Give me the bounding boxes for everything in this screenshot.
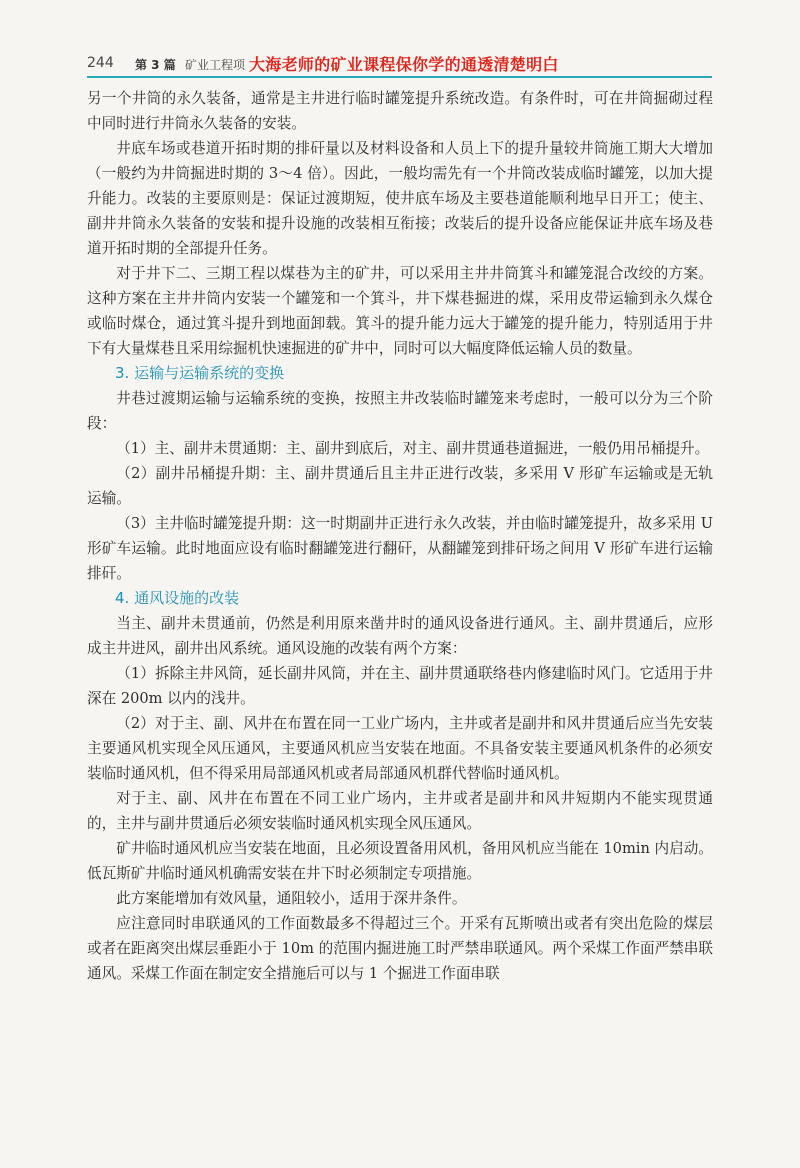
paragraph: 此方案能增加有效风量，通阻较小，适用于深井条件。 [116, 890, 467, 907]
page-number: 244 [87, 55, 114, 71]
paragraph: 井底车场或巷道开拓时期的排矸量以及材料设备和人员上下的提升量较井筒施工期大大增加（一般约为井筒掘进时期的 3～4 倍）。因此，一般均需先有一个井筒改装成临时罐笼，以加大提升能力。改装的主要原则是：保证过渡期短，使井底车场及主要巷道能顺利地早日开工；使主、副井井筒永久装备的安装和提升设施的改装相互衔接；改装后的提升设备应能保证井底车场及巷道开拓时期的全部提升任务。 [87, 140, 713, 257]
paragraph: 应注意同时串联通风的工作面数最多不得超过三个。开采有瓦斯喷出或者有突出危险的煤层或者在距离突出煤层垂距小于 10m 的范围内掘进施工时严禁串联通风。两个采煤工作面严禁串联通风。采煤工作面在制定安全措施后可以与 1 个掘进工作面串联 [87, 915, 713, 982]
paragraph: 对于主、副、风井在布置在不同工业广场内，主井或者是副井和风井短期内不能实现贯通的，主井与副井贯通后必须安装临时通风机实现全风压通风。 [87, 790, 713, 832]
body-text [87, 86, 713, 986]
paragraph: 当主、副井未贯通前，仍然是利用原来凿井时的通风设备进行通风。主、副井贯通后，应形成主井进风，副井出风系统。通风设施的改装有两个方案： [87, 615, 713, 657]
paragraph: 矿井临时通风机应当安装在地面，且必须设置备用风机，备用风机应当能在 10min 内启动。低瓦斯矿井临时通风机确需安装在井下时必须制定专项措施。 [87, 840, 713, 882]
paragraph: 另一个井筒的永久装备，通常是主井进行临时罐笼提升系统改造。有条件时，可在井筒掘砌过程中同时进行井筒永久装备的安装。 [87, 90, 713, 132]
paragraph: （1）拆除主井风筒，延长副井风筒，并在主、副井贯通联络巷内修建临时风门。它适用于井深在 200m 以内的浅井。 [87, 665, 713, 707]
running-header [87, 52, 712, 78]
section-heading: 4. 通风设施的改装 [115, 589, 240, 607]
paragraph: 对于井下二、三期工程以煤巷为主的矿井，可以采用主井井筒箕斗和罐笼混合改绞的方案。这种方案在主井井筒内安装一个罐笼和一个箕斗，井下煤巷掘进的煤，采用皮带运输到永久煤仓或临时煤仓，通过箕斗提升到地面卸载。箕斗的提升能力远大于罐笼的提升能力，特别适用于井下有大量煤巷且采用综掘机快速掘进的矿井中，同时可以大幅度降低运输人员的数量。 [87, 265, 713, 357]
paragraph: （3）主井临时罐笼提升期：这一时期副井正进行永久改装，并由临时罐笼提升，故多采用 U 形矿车运输。此时地面应设有临时翻罐笼进行翻矸，从翻罐笼到排矸场之间用 V 形矿车进行运输排矸。 [87, 515, 713, 582]
paragraph: （1）主、副井未贯通期：主、副井到底后，对主、副井贯通巷道掘进，一般仍用吊桶提升。 [116, 440, 710, 457]
part-label: 第 3 篇 [135, 58, 176, 72]
section-heading: 3. 运输与运输系统的变换 [115, 364, 285, 382]
watermark-text: 大海老师的矿业课程保你学的通透清楚明白 [249, 55, 559, 74]
header-divider [87, 76, 712, 78]
chapter-label: 矿业工程项 [185, 58, 246, 72]
paragraph: （2）副井吊桶提升期：主、副井贯通后且主井正进行改装，多采用 V 形矿车运输或是无轨运输。 [87, 465, 713, 507]
paragraph: （2）对于主、副、风井在布置在同一工业广场内，主井或者是副井和风井贯通后应当先安装主要通风机实现全风压通风，主要通风机应当安装在地面。不具备安装主要通风机条件的必须安装临时通风机，但不得采用局部通风机或者局部通风机群代替临时通风机。 [87, 715, 713, 782]
paragraph: 井巷过渡期运输与运输系统的变换，按照主井改装临时罐笼来考虑时，一般可以分为三个阶段： [87, 390, 713, 432]
